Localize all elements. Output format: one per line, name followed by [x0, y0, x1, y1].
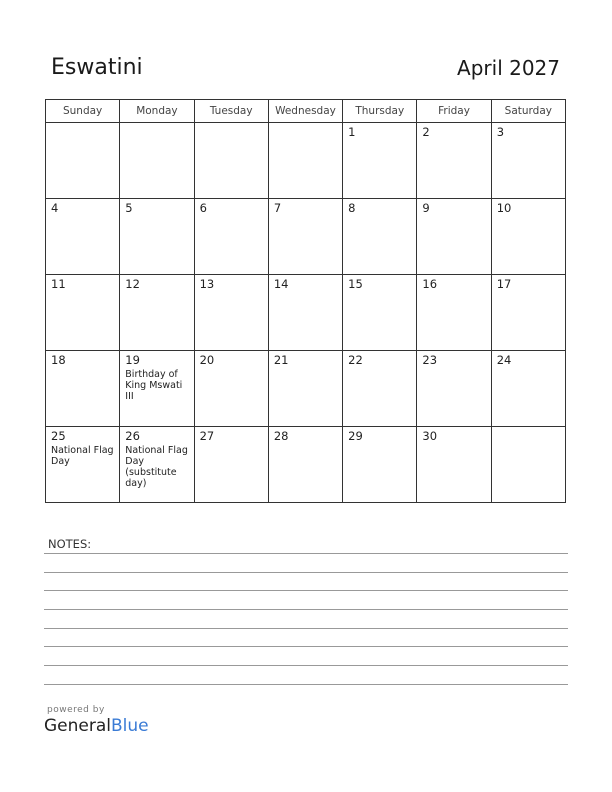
day-number: 3: [496, 125, 505, 139]
calendar-day-cell: [343, 199, 417, 275]
note-line: [44, 572, 568, 573]
weekday-wednesday: Wednesday: [268, 100, 342, 123]
day-number: 22: [348, 353, 363, 367]
day-number: 14: [273, 277, 289, 291]
notes-label: NOTES:: [48, 537, 92, 551]
note-line: [44, 553, 568, 554]
calendar-week-row: [46, 427, 566, 503]
calendar-day-cell: [120, 199, 194, 275]
holiday-label: National Flag Day (substitute day): [125, 445, 188, 489]
note-line: [44, 646, 568, 647]
logo-blue-text: Blue: [111, 716, 149, 736]
calendar-day-cell: [120, 427, 194, 503]
weekday-saturday: Saturday: [491, 100, 565, 123]
note-line: [44, 665, 568, 666]
calendar-day-cell: [46, 123, 120, 199]
month-year-title: April 2027: [457, 56, 560, 80]
day-number: 2: [422, 125, 430, 139]
day-number: 9: [422, 201, 430, 215]
calendar-day-cell: [417, 351, 491, 427]
calendar-week-row: [46, 275, 566, 351]
day-number: 18: [51, 353, 66, 367]
day-number: 28: [273, 429, 289, 443]
day-number: 8: [348, 201, 356, 215]
holiday-label: Birthday of King Mswati III: [125, 369, 183, 402]
day-number: 16: [422, 277, 438, 291]
calendar-day-cell: [46, 351, 120, 427]
calendar-day-cell: [46, 199, 120, 275]
country-title: Eswatini: [51, 55, 143, 80]
calendar-day-cell: [268, 351, 342, 427]
calendar-day-cell: [343, 427, 417, 503]
calendar-day-cell: [491, 275, 565, 351]
calendar-day-cell: [194, 199, 268, 275]
calendar-week-row: [46, 199, 566, 275]
calendar-day-cell: [417, 123, 491, 199]
day-number: 29: [348, 429, 363, 443]
holiday-label: National Flag Day: [51, 445, 114, 467]
note-line: [44, 590, 568, 591]
calendar-day-cell: [417, 275, 491, 351]
calendar-day-cell: [194, 351, 268, 427]
day-number: 21: [273, 353, 289, 367]
calendar-day-cell: [268, 427, 342, 503]
day-number: 24: [496, 353, 512, 367]
day-number: 5: [125, 201, 133, 215]
calendar-day-cell: [194, 427, 268, 503]
calendar-day-cell: [491, 351, 565, 427]
weekday-tuesday: Tuesday: [194, 100, 268, 123]
day-number: 19: [125, 353, 140, 367]
calendar-day-cell: [268, 123, 342, 199]
note-line: [44, 628, 568, 629]
day-number: 26: [125, 429, 140, 443]
calendar-day-cell: [46, 427, 120, 503]
calendar-day-cell: [268, 199, 342, 275]
calendar-day-cell: [120, 275, 194, 351]
day-number: 10: [496, 201, 512, 215]
weekday-header-row: [46, 100, 566, 123]
logo-general-text: General: [44, 716, 111, 736]
calendar-day-cell: [343, 275, 417, 351]
calendar-day-cell: [120, 123, 194, 199]
powered-by-text: powered by: [47, 705, 105, 715]
day-number: 23: [422, 353, 438, 367]
calendar-grid: [45, 99, 566, 503]
day-number: 27: [199, 429, 215, 443]
calendar-day-cell: [491, 123, 565, 199]
day-number: 25: [51, 429, 66, 443]
calendar-day-cell: [491, 199, 565, 275]
day-number: 6: [199, 201, 207, 215]
day-number: 4: [51, 201, 59, 215]
weekday-sunday: Sunday: [46, 100, 120, 123]
calendar-day-cell: [120, 351, 194, 427]
day-number: 20: [199, 353, 215, 367]
calendar-week-row: [46, 351, 566, 427]
calendar-day-cell: [46, 275, 120, 351]
calendar-day-cell: [194, 123, 268, 199]
calendar-day-cell: [343, 123, 417, 199]
day-number: 13: [199, 277, 215, 291]
calendar-day-cell: [343, 351, 417, 427]
calendar-day-cell: [417, 199, 491, 275]
weekday-monday: Monday: [120, 100, 194, 123]
weekday-friday: Friday: [417, 100, 491, 123]
day-number: 17: [496, 277, 512, 291]
generalblue-logo: [44, 716, 149, 736]
weekday-thursday: Thursday: [343, 100, 417, 123]
calendar-day-cell: [417, 427, 491, 503]
day-number: 1: [348, 125, 356, 139]
day-number: 11: [51, 277, 66, 291]
calendar-day-cell: [194, 275, 268, 351]
note-line: [44, 684, 568, 685]
day-number: 15: [348, 277, 363, 291]
note-line: [44, 609, 568, 610]
calendar-day-cell: [268, 275, 342, 351]
calendar-week-row: [46, 123, 566, 199]
calendar-day-cell: [491, 427, 565, 503]
day-number: 12: [125, 277, 140, 291]
day-number: 30: [422, 429, 438, 443]
day-number: 7: [273, 201, 282, 215]
